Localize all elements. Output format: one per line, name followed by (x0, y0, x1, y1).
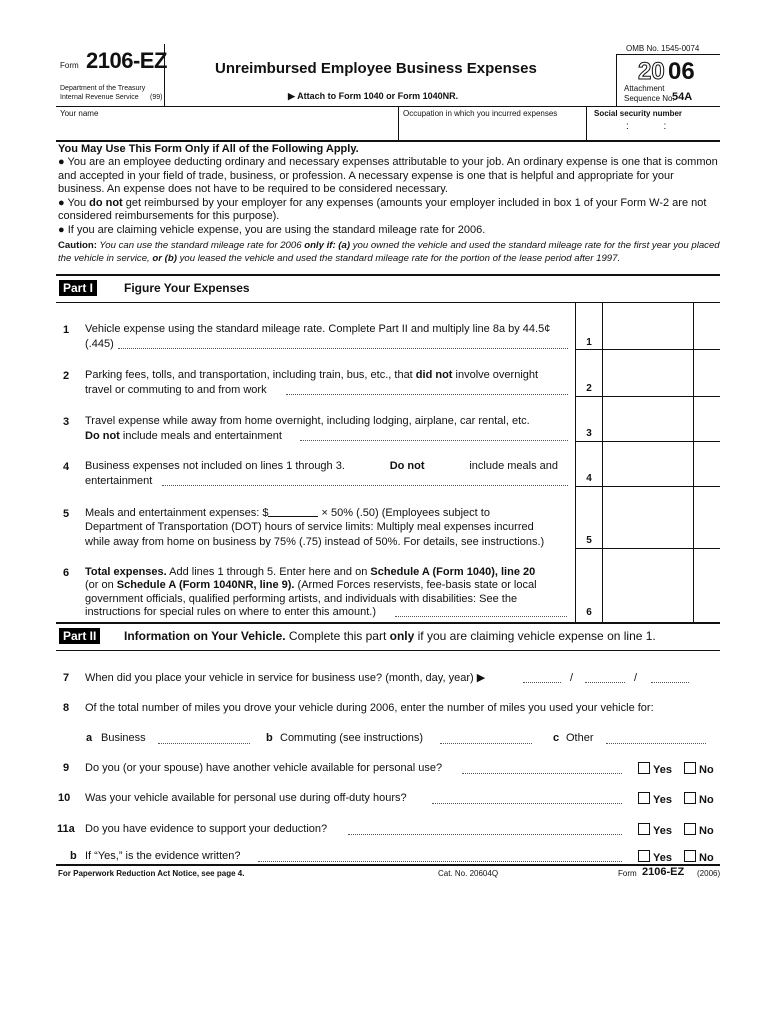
dot-leader (462, 773, 622, 774)
footer-form-number: 2106-EZ (642, 866, 685, 878)
line-6-schedule-a-nr: Schedule A (Form 1040NR, line 9). (116, 579, 295, 591)
line-6-amount[interactable] (603, 549, 719, 621)
line-8-text: Of the total number of miles you drove your vehicle during 2006, enter the number of miles you used your vehicle for: (85, 702, 654, 714)
eligibility-bullet-2 (58, 197, 722, 224)
yes-label: Yes (653, 852, 672, 864)
sequence-number: 54A (672, 91, 693, 103)
vehicle-month-input[interactable] (523, 682, 561, 683)
line-6-schedule-a: Schedule A (Form 1040), line 20 (370, 566, 536, 578)
line-4-bold: Do not (389, 460, 425, 472)
box-number: 6 (586, 607, 592, 618)
part2-title-b: if you are claiming vehicle expense on line 1. (414, 629, 656, 643)
tax-year-outline: 20 (638, 58, 665, 85)
line-number: 3 (63, 416, 70, 428)
box-number: 5 (586, 535, 592, 546)
no-label: No (699, 852, 714, 864)
part2-title (124, 629, 656, 643)
caution-label: Caution: (58, 239, 97, 251)
no-option[interactable] (684, 792, 714, 806)
caution-note (58, 239, 722, 266)
part2-title-only: only (389, 629, 415, 643)
line-2-text-c: involve overnight (452, 369, 539, 381)
other-miles-input[interactable] (606, 743, 706, 744)
line-2-text (85, 368, 538, 383)
eligibility-section (58, 143, 722, 266)
ssn-label: Social security number (594, 109, 683, 118)
line-2-bold: did not (415, 369, 453, 381)
date-slash: / (634, 672, 638, 684)
question-10-text: Was your vehicle available for personal use during off-duty hours? (85, 792, 407, 804)
form-title: Unreimbursed Employee Business Expenses (215, 60, 537, 77)
line-letter: b (266, 732, 273, 744)
part1-bottom-rule (56, 622, 720, 624)
yes-checkbox[interactable] (638, 792, 650, 804)
line-number: 11a (57, 823, 75, 835)
ssn-field[interactable] (590, 120, 718, 140)
line-4-text-c: include meals and (469, 460, 558, 472)
attachment-label: Attachment (624, 84, 665, 93)
dot-leader (258, 861, 622, 862)
part2-label: Part II (59, 628, 100, 644)
box-number: 1 (586, 337, 592, 348)
tax-year-bold: 06 (668, 58, 695, 85)
line-number: 1 (63, 324, 70, 336)
line-letter: a (86, 732, 93, 744)
question-11b-text: If “Yes,” is the evidence written? (85, 850, 241, 862)
caution-text-b: you owned the vehicle and used the standard mileage rate for the first year you placed the vehicle in service, (58, 239, 720, 265)
line-1-text: Vehicle expense using the standard mileage rate. Complete Part II and multiply line 8a by 44.5¢ (85, 323, 551, 335)
yes-option[interactable] (638, 850, 672, 864)
footer-form-word: Form (618, 869, 637, 878)
line-5-text-a: Meals and entertainment expenses: $ (85, 507, 269, 519)
other-miles-label: Other (566, 732, 594, 744)
line-6-text-2a: (or on (85, 579, 117, 591)
line-1-amount[interactable] (603, 303, 719, 348)
yes-checkbox[interactable] (638, 850, 650, 862)
no-label: No (699, 825, 714, 837)
line-7-text: When did you place your vehicle in service for business use? (month, day, year) ▶ (85, 672, 486, 684)
vehicle-day-input[interactable] (585, 682, 625, 683)
caution-or-b: or (b) (152, 253, 177, 265)
no-checkbox[interactable] (684, 792, 696, 804)
line-1-text-2: (.445) (85, 338, 114, 350)
footer-rule (56, 864, 720, 866)
your-name-field[interactable] (60, 120, 395, 140)
no-label: No (699, 764, 714, 776)
line-3-text: Travel expense while away from home overnight, including lodging, airplane, car rental, etc. (85, 415, 530, 427)
box-number: 3 (586, 428, 592, 439)
yes-label: Yes (653, 794, 672, 806)
line-2-text-a: Parking fees, tolls, and transportation, including train, bus, etc., that (85, 369, 416, 381)
no-option[interactable] (684, 823, 714, 837)
question-11a-text: Do you have evidence to support your deduction? (85, 823, 328, 835)
line-number: 9 (63, 762, 70, 774)
line-5-text (85, 506, 490, 521)
line-number: 5 (63, 508, 70, 520)
box-number: 2 (586, 383, 592, 394)
part1-top-rule (56, 274, 720, 276)
commuting-miles-label: Commuting (see instructions) (280, 732, 424, 744)
yes-option[interactable] (638, 823, 672, 837)
business-miles-label: Business (101, 732, 146, 744)
bullet-2-text-rest: get reimbursed by your employer for any expenses (amounts your employer included in box 1 of your Form W-2 are not considered reimbursements for this purpose). (58, 196, 707, 223)
name-row-rule (56, 140, 720, 142)
line-4-text-2: entertainment (85, 475, 153, 487)
date-slash: / (570, 672, 574, 684)
yes-option[interactable] (638, 792, 672, 806)
dot-leader (118, 348, 568, 349)
dot-leader (432, 803, 622, 804)
form-word: Form (60, 61, 79, 70)
yes-label: Yes (653, 825, 672, 837)
dept-code: (99) (150, 94, 163, 101)
no-option[interactable] (684, 762, 714, 776)
catalog-number: Cat. No. 20604Q (438, 869, 499, 878)
line-5-text-2: Department of Transportation (DOT) hours of service limits: Multiply meal expenses incurred (85, 521, 534, 533)
eligibility-bullet-3: ● If you are claiming vehicle expense, you are using the standard mileage rate for 2006. (58, 224, 486, 237)
line-3-text-2 (85, 429, 282, 444)
bullet-2-text: ● You (58, 196, 90, 209)
dot-leader (300, 440, 568, 441)
yes-label: Yes (653, 764, 672, 776)
line-2-text-2: travel or commuting to and from work (85, 384, 267, 396)
dot-leader (348, 834, 622, 835)
omb-number: OMB No. 1545-0074 (626, 44, 700, 53)
part2-header-rule (56, 650, 720, 651)
line-6-text-4: instructions for special rules on where to enter this amount.) (85, 606, 377, 618)
line-3-text-b: include meals and entertainment (119, 430, 282, 442)
no-checkbox[interactable] (684, 823, 696, 835)
amount-column-left (575, 302, 576, 622)
line-number: 4 (63, 461, 70, 473)
line-number: 7 (63, 672, 70, 684)
attach-instruction: ▶ Attach to Form 1040 or Form 1040NR. (288, 91, 459, 101)
no-label: No (699, 794, 714, 806)
line-4-text-a: Business expenses not included on lines 1 through 3. (85, 460, 345, 472)
line-number: 2 (63, 370, 70, 382)
header-rule (56, 106, 720, 107)
line-3-amount[interactable] (603, 397, 719, 440)
line-number: 10 (58, 792, 71, 804)
dot-leader (286, 394, 568, 395)
line-number: 6 (63, 567, 70, 579)
no-checkbox[interactable] (684, 762, 696, 774)
line-6-text-2 (85, 578, 537, 593)
header-divider-right (616, 54, 617, 106)
omb-rule (616, 54, 720, 55)
part2-title-a: Complete this part (285, 629, 390, 643)
bullet-2-bold: do not (89, 196, 123, 209)
line-6-text-2c: (Armed Forces reservists, fee-basis state or local (294, 579, 537, 591)
header-divider-left (164, 44, 165, 106)
footer-year: (2006) (697, 869, 721, 878)
line-5-amount[interactable] (603, 487, 719, 547)
yes-option[interactable] (638, 762, 672, 776)
line-3-bold: Do not (85, 430, 120, 442)
sequence-label: Sequence No. (624, 94, 675, 103)
line-4-amount[interactable] (603, 442, 719, 485)
line-6-bold: Total expenses. (85, 566, 167, 578)
dot-leader (395, 616, 567, 617)
meals-amount-input[interactable] (268, 506, 318, 517)
part1-title: Figure Your Expenses (124, 281, 250, 295)
no-checkbox[interactable] (684, 850, 696, 862)
line-5-text-b: × 50% (.50) (Employees subject to (321, 507, 490, 519)
line-number: b (70, 850, 77, 862)
line-number: 8 (63, 702, 70, 714)
paperwork-notice: For Paperwork Reduction Act Notice, see page 4. (58, 869, 245, 878)
caution-text-a: You can use the standard mileage rate for 2006 (96, 239, 305, 251)
no-option[interactable] (684, 850, 714, 864)
dept-line1: Department of the Treasury (60, 85, 146, 92)
part1-label: Part I (59, 280, 97, 296)
name-occupation-divider (398, 106, 399, 140)
dot-leader (162, 485, 568, 486)
caution-only-if: only if: (a) (304, 239, 351, 251)
part2-title-bold: Information on Your Vehicle. (124, 629, 286, 643)
your-name-label: Your name (60, 109, 99, 118)
commuting-miles-input[interactable] (440, 743, 532, 744)
occupation-ssn-divider (586, 106, 587, 140)
yes-checkbox[interactable] (638, 762, 650, 774)
eligibility-heading: You May Use This Form Only if All of the Following Apply. (58, 143, 359, 155)
line-4-text (85, 459, 558, 474)
box-number: 4 (586, 473, 592, 484)
occupation-field[interactable] (403, 120, 583, 140)
line-letter: c (553, 732, 560, 744)
caution-text-c: you leased the vehicle and used the standard mileage rate for the portion of the lease period after 1997. (176, 253, 621, 265)
occupation-label: Occupation in which you incurred expenses (403, 109, 558, 118)
line-5-text-3: while away from home on business by 75% (.75) instead of 50%. For details, see instructions.) (85, 536, 545, 548)
business-miles-input[interactable] (158, 743, 250, 744)
question-9-text: Do you (or your spouse) have another vehicle available for personal use? (85, 762, 443, 774)
line-2-amount[interactable] (603, 350, 719, 395)
line-6-text-3: government officials, qualified performing artists, and individuals with disabilities: See the (85, 593, 518, 605)
line-6-text-b: Add lines 1 through 5. Enter here and on (166, 566, 371, 578)
eligibility-bullet-1: ● You are an employee deducting ordinary and necessary expenses attributable to your job. An ordinary expense is one that is common and accepted in your field of trade, business, or profession. A necessary expense is one that is helpful and appropriate for your business. An expense does not have to be required to be considered necessary. (58, 156, 718, 196)
dept-line2: Internal Revenue Service (60, 94, 139, 101)
vehicle-year-input[interactable] (651, 682, 689, 683)
form-number: 2106-EZ (86, 48, 167, 73)
ssn-separators: : : (626, 121, 683, 132)
yes-checkbox[interactable] (638, 823, 650, 835)
